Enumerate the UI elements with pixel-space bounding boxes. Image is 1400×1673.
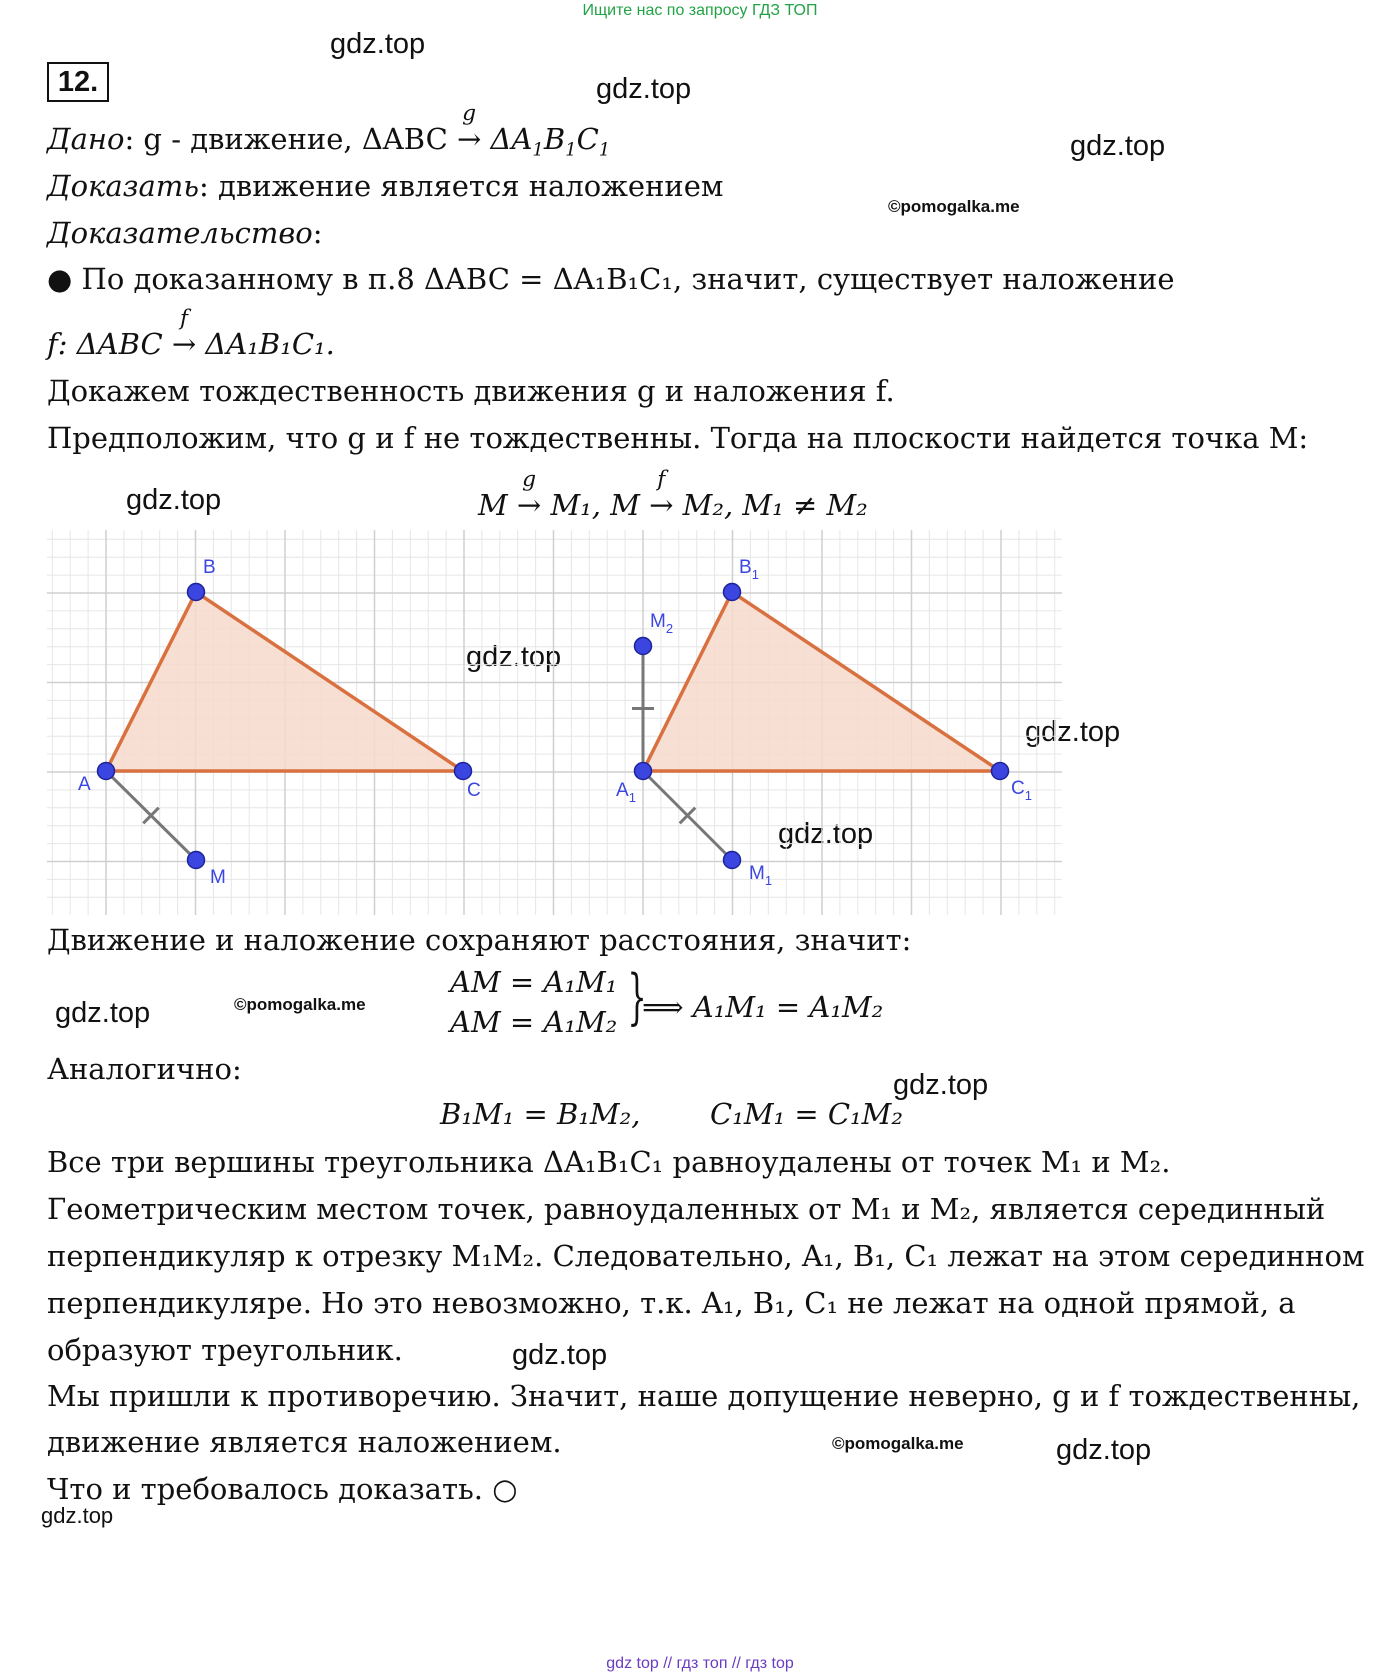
proof-paragraph: ● По доказанному в п.8 ΔABC = ΔA₁B₁C₁, значит, существует наложение <box>47 262 1175 296</box>
proof-paragraph: Мы пришли к противоречию. Значит, наше допущение неверно, g и f тождественны, <box>47 1379 1361 1413</box>
proof-paragraph: Геометрическим местом точек, равноудаленных от M₁ и M₂, является серединный <box>47 1192 1326 1226</box>
watermark: gdz.top <box>512 1339 608 1371</box>
given-label: Дано <box>47 122 125 156</box>
label-c1: $C_1$ <box>1011 778 1032 803</box>
formula-mapping: M g → M₁, M f → M₂, M₁ ≠ M₂ <box>478 467 868 522</box>
proof-paragraph: образуют треугольник. <box>47 1333 403 1367</box>
label-m1: $M_1$ <box>749 863 773 888</box>
point-m2 <box>635 638 652 655</box>
watermark: gdz.top <box>1070 130 1166 162</box>
proof-conclusion: Что и требовалось доказать. ○ <box>47 1472 518 1506</box>
copyright-watermark: ©pomogalka.me <box>888 197 1020 216</box>
label-m: M <box>210 867 226 888</box>
label-m2: $M_2$ <box>650 611 674 636</box>
point-a1 <box>635 763 652 780</box>
geometry-figure <box>47 530 1062 915</box>
proof-paragraph: Предположим, что g и f не тождественны. Тогда на плоскости найдется точка M: <box>47 421 1309 455</box>
watermark: gdz.top <box>466 641 562 673</box>
proof-paragraph: Докажем тождественность движения g и наложения f. <box>47 374 895 408</box>
point-m <box>188 852 205 869</box>
proof-heading: Доказательство: <box>47 216 323 250</box>
point-a <box>98 763 115 780</box>
watermark: gdz.top <box>41 1503 114 1528</box>
point-c <box>455 763 472 780</box>
watermark: gdz.top <box>126 484 222 516</box>
proof-formula: f: ΔABC f → ΔA₁B₁C₁. <box>47 306 335 361</box>
task-number: 12. <box>47 62 109 102</box>
bottom-banner[interactable]: gdz top // гдз топ // гдз top <box>606 1655 794 1672</box>
equation: B₁M₁ = B₁M₂, <box>440 1097 641 1131</box>
given-image-triangle: $\Delta A_1B_1C_1$ <box>490 122 611 161</box>
proof-paragraph: Движение и наложение сохраняют расстояния, значит: <box>47 923 912 957</box>
proof-paragraph: Аналогично: <box>47 1052 242 1086</box>
watermark: gdz.top <box>55 997 151 1029</box>
watermark: gdz.top <box>1056 1434 1152 1466</box>
equation: C₁M₁ = C₁M₂ <box>710 1097 904 1131</box>
label-c: C <box>467 780 481 801</box>
mapping-arrow: g → <box>456 101 482 156</box>
label-a: A <box>78 774 91 795</box>
brace: } <box>627 962 647 1032</box>
label-b1: $B_1$ <box>739 557 759 582</box>
point-m1 <box>724 852 741 869</box>
prove-line <box>47 169 723 203</box>
point-b1 <box>724 584 741 601</box>
proof-paragraph: движение является наложением. <box>47 1425 562 1459</box>
copyright-watermark: ©pomogalka.me <box>234 995 366 1014</box>
equation: AM = A₁M₁ <box>450 965 618 999</box>
top-banner[interactable]: Ищите нас по запросу ГДЗ ТОП <box>582 2 818 19</box>
given-text: : g - движение, ΔABC <box>124 122 448 156</box>
proof-paragraph: перпендикуляр к отрезку M₁M₂. Следовательно, A₁, B₁, C₁ лежат на этом серединном <box>47 1239 1365 1273</box>
watermark: gdz.top <box>778 818 874 850</box>
prove-text: : движение является наложением <box>199 169 724 203</box>
watermark: gdz.top <box>893 1069 989 1101</box>
watermark: gdz.top <box>596 73 692 105</box>
proof-paragraph: перпендикуляре. Но это невозможно, т.к. A₁, B₁, C₁ не лежат на одной прямой, а <box>47 1286 1296 1320</box>
proof-paragraph: Все три вершины треугольника ΔA₁B₁C₁ равноудалены от точек M₁ и M₂. <box>47 1145 1171 1179</box>
equation: AM = A₁M₂ <box>450 1005 618 1039</box>
equation-result: ⟹ A₁M₁ = A₁M₂ <box>642 990 884 1024</box>
copyright-watermark: ©pomogalka.me <box>832 1434 964 1453</box>
label-a1: $A_1$ <box>616 780 636 805</box>
watermark: gdz.top <box>1025 716 1121 748</box>
watermark: gdz.top <box>330 28 426 60</box>
given-line <box>47 101 611 161</box>
prove-label: Доказать <box>47 169 200 203</box>
label-b: B <box>203 557 216 578</box>
point-c1 <box>992 763 1009 780</box>
point-b <box>188 584 205 601</box>
